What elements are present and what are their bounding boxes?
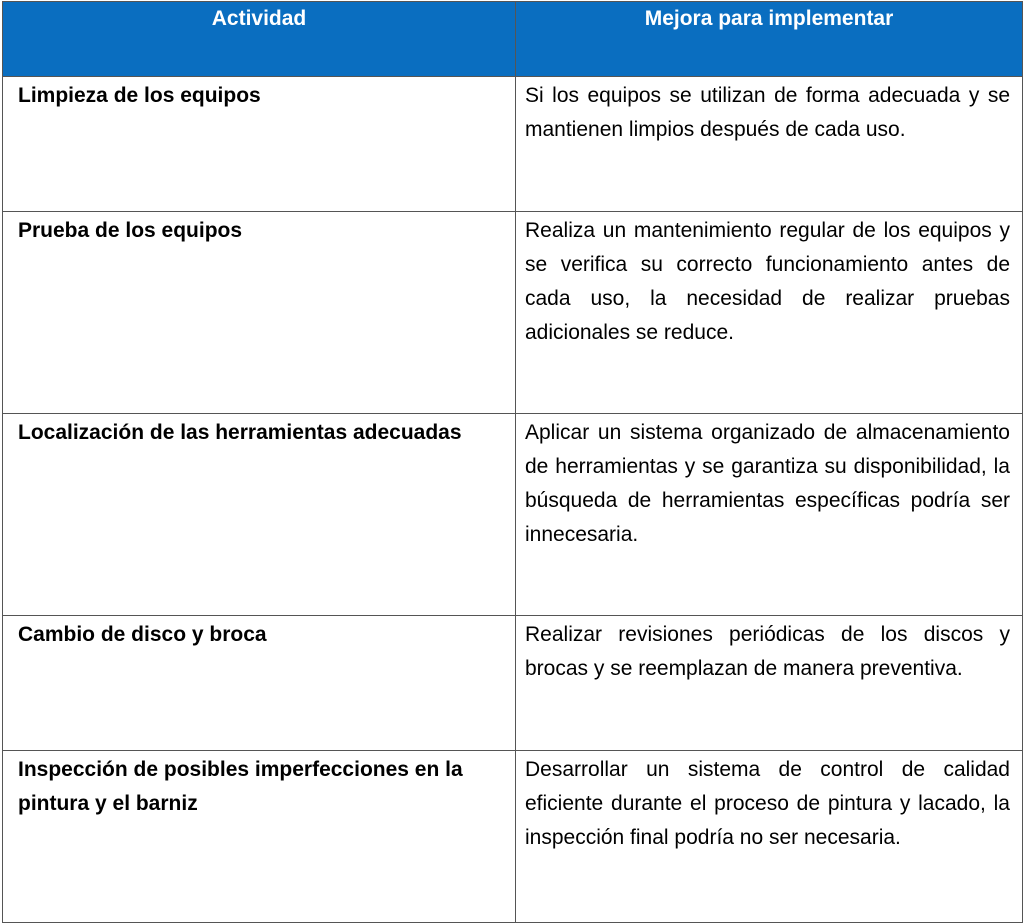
improvement-cell: Aplicar un sistema organizado de almacenamiento de herramientas y se garantiza su disponibilidad, la búsqueda de herramientas específicas podría ser innecesaria. (516, 414, 1023, 616)
activity-cell: Cambio de disco y broca (3, 616, 516, 751)
table-header-row (3, 2, 1023, 77)
header-activity: Actividad (3, 2, 516, 77)
table-row (3, 77, 1023, 212)
table-row (3, 751, 1023, 923)
activity-cell: Limpieza de los equipos (3, 77, 516, 212)
improvement-cell: Si los equipos se utilizan de forma adecuada y se mantienen limpios después de cada uso. (516, 77, 1023, 212)
activity-improvement-table (2, 1, 1023, 923)
header-improvement: Mejora para implementar (516, 2, 1023, 77)
table-row (3, 616, 1023, 751)
improvement-cell: Realiza un mantenimiento regular de los equipos y se verifica su correcto funcionamiento antes de cada uso, la necesidad de realizar pruebas adicionales se reduce. (516, 212, 1023, 414)
activity-cell: Inspección de posibles imperfecciones en la pintura y el barniz (3, 751, 516, 923)
activity-cell: Localización de las herramientas adecuadas (3, 414, 516, 616)
table-row (3, 414, 1023, 616)
improvement-cell: Realizar revisiones periódicas de los discos y brocas y se reemplazan de manera preventiva. (516, 616, 1023, 751)
improvement-cell: Desarrollar un sistema de control de calidad eficiente durante el proceso de pintura y lacado, la inspección final podría no ser necesaria. (516, 751, 1023, 923)
activity-cell: Prueba de los equipos (3, 212, 516, 414)
table-row (3, 212, 1023, 414)
